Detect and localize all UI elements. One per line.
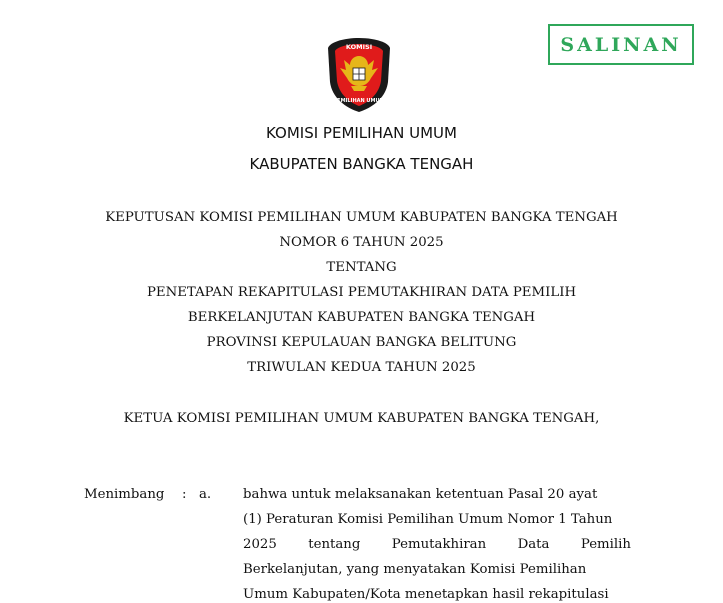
institution-region: KABUPATEN BANGKA TENGAH <box>249 155 474 173</box>
considering-text-line-4: Berkelanjutan, yang menyatakan Komisi Pemilihan <box>243 562 587 577</box>
line-3-word: Pemutakhiran <box>391 537 487 552</box>
decree-subject-line-3: PROVINSI KEPULAUAN BANGKA BELITUNG <box>206 335 517 350</box>
decree-number: NOMOR 6 TAHUN 2025 <box>279 235 444 250</box>
considering-colon: : <box>182 487 187 502</box>
line-3-word: tentang <box>308 537 361 552</box>
salinan-stamp: SALINAN <box>548 24 694 65</box>
decree-subject-line-4: TRIWULAN KEDUA TAHUN 2025 <box>247 360 476 375</box>
decree-title: KEPUTUSAN KOMISI PEMILIHAN UMUM KABUPATEN BANGKA TENGAH <box>105 210 618 225</box>
decree-subject-line-2: BERKELANJUTAN KABUPATEN BANGKA TENGAH <box>187 310 536 325</box>
considering-text-line-3 <box>243 537 631 553</box>
line-3-word: Pemilih <box>580 537 631 552</box>
decree-subject-line-1: PENETAPAN REKAPITULASI PEMUTAKHIRAN DATA PEMILIH <box>146 285 577 300</box>
institution-name: KOMISI PEMILIHAN UMUM <box>266 124 457 142</box>
considering-text-line-2: (1) Peraturan Komisi Pemilihan Umum Nomor 1 Tahun <box>243 512 613 527</box>
kpu-emblem-logo <box>324 36 394 114</box>
considering-text-line-1: bahwa untuk melaksanakan ketentuan Pasal 20 ayat <box>243 487 598 502</box>
decree-about-label: TENTANG <box>326 260 397 275</box>
svg-text:PEMILIHAN UMUM: PEMILIHAN UMUM <box>333 98 385 104</box>
considering-text-line-5: Umum Kabupaten/Kota menetapkan hasil rekapitulasi <box>243 587 609 602</box>
svg-text:KOMISI: KOMISI <box>345 43 373 51</box>
chairman-heading: KETUA KOMISI PEMILIHAN UMUM KABUPATEN BANGKA TENGAH, <box>123 411 600 426</box>
considering-item-letter: a. <box>199 487 212 502</box>
considering-label: Menimbang <box>84 487 165 502</box>
line-3-word: Data <box>517 537 550 552</box>
line-3-word: 2025 <box>243 537 277 552</box>
